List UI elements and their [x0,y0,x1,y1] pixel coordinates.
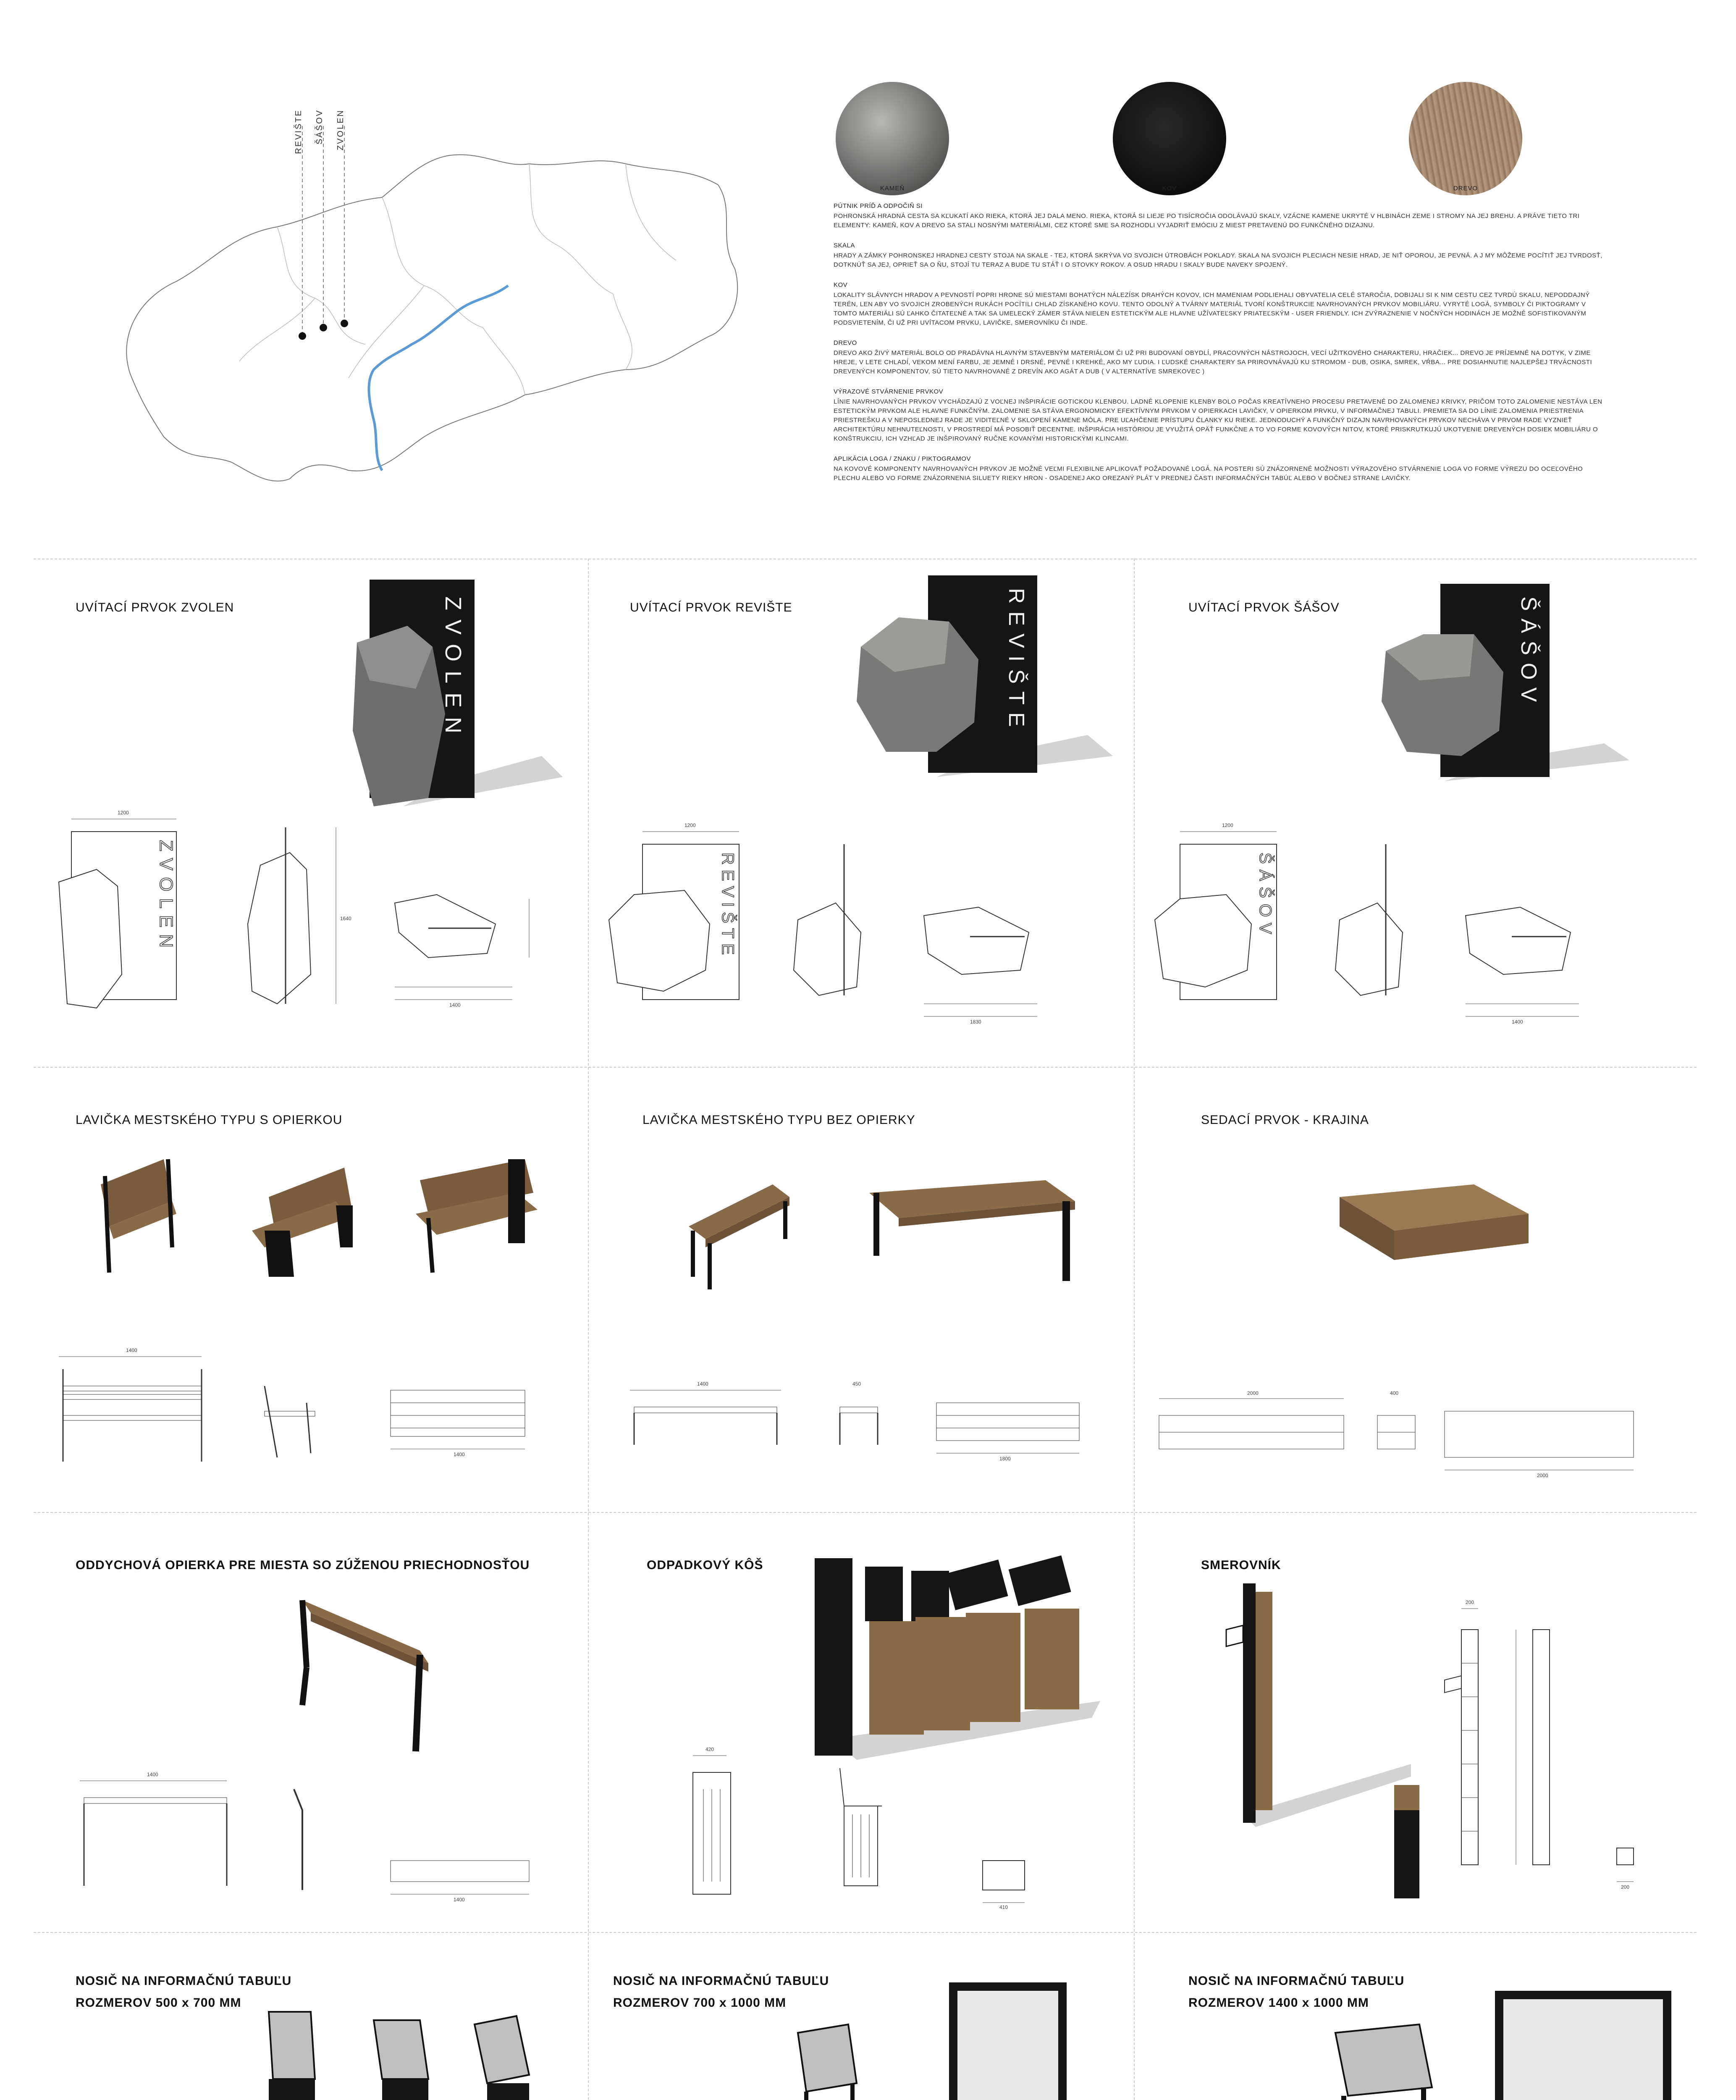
concept-heading: APLIKÁCIA LOGA / ZNAKU / PIKTOGRAMOV [834,455,971,462]
metal-swatch [1113,82,1226,195]
concept-heading: PÚTNIK PRÍĎ A ODPOČIŇ SI [834,202,923,210]
concept-paragraph: HRADY A ZÁMKY POHRONSKEJ HRADNEJ CESTY STOJA NA SKALE - TEJ, KTORÁ SKRÝVA VO SVOJICH ÚTROBÁCH POKLADY. SKALA NA SVOJICH PLECIACH NESIE HRAD, JE NIŤ OPOROU, JE PEVNÁ. A J MY MÔŽEME POCÍTIŤ JEJ TVRDOSŤ, DOTKNÚŤ SA JEJ, OPRIEŤ SA O ŇU, STOJÍ TU TERAZ A BUDE TU STÁŤ I O STOVKY ROKOV. A OSUD HRADU I SKALY BUDE NAVEKY SPOJENÝ. [834,252,1602,268]
sasov-marker [320,324,327,331]
dimension-label: 2000 [1247,1390,1259,1396]
board-render [1335,2024,1432,2100]
dimension-label: 420 [705,1746,714,1752]
bench-simple-drawings [621,1361,1125,1478]
dimension-label: 2000 [1537,1473,1548,1478]
concept-heading: VÝRAZOVÉ STVÁRNENIE PRVKOV [834,388,944,395]
dimension-label: 1400 [1512,1019,1523,1025]
section-title: NOSIČ NA INFORMAČNÚ TABUĽU [76,1974,292,1988]
welcome-word: ŠÁŠOV [1516,596,1541,710]
grid-divider [588,559,589,2100]
wood-swatch [1409,82,1522,195]
dimension-label: 1400 [126,1347,137,1353]
welcome-word-drawing: ŠÁŠOV [1256,853,1274,940]
grid-divider [34,1067,1697,1068]
reviste-marker [299,332,306,340]
dimension-label: 1200 [684,822,696,828]
map-label-reviste: REVIŠTE [294,109,303,154]
map-label-sasov: ŠÁŠOV [315,109,324,144]
stone-label: KAMEŇ [880,185,905,192]
wood-label: DREVO [1453,185,1478,192]
dimension-label: 200 [1466,1599,1474,1605]
welcome-word-drawing: REVIŠTE [719,853,737,960]
dimension-label: 200 [1621,1884,1630,1890]
bench-backrest-drawings [50,1327,580,1478]
dimension-label: 1830 [970,1019,981,1025]
welcome-word-drawing: ZVOLEN [156,840,176,955]
dimension-label: 1400 [697,1381,708,1387]
concept-paragraph: DREVO AKO ŽIVÝ MATERIÁL BOLO OD PRADÁVNA HLAVNÝM STAVEBNÝM MATERIÁLOM ČI UŽ PRI BUDOVANÍ OBYDLÍ, PRACOVNÝCH NÁSTROJOCH, VECÍ UŽITKOVÉHO CHARAKTERU, HRAČIEK... DREVO JE PRÍJEMNÉ NA DOTYK, V ZIME HREJE, V LETE CHLADÍ, VEKOM MENÍ FARBU, JE JEMNÉ I DRSNÉ, PEVNÉ I KREHKÉ, AKO MY ĽUDIA. I ĽUDSKÉ CHARAKTERY SA PRIROVNÁVAJÚ KU STROMOM - DUB, OSIKA, SMREK, VŔBA... PRE DOSIAHNUTIE NAJLEPŠEJ TRVÁCNOSTI DREVENÝCH KOMPONENTOV, SÚ TIETO NAVRHOVANÉ Z DREVÍN AKO AGÁT A DUB ( V ALTERNATÍVE SMREKOVEC ) [834,349,1592,375]
welcome-sasov-render [1377,584,1638,794]
section-title: LAVIČKA MESTSKÉHO TYPU BEZ OPIERKY [642,1113,915,1127]
signpost-render [1218,1579,1453,1898]
section-subtitle: ROZMEROV 700 x 1000 MM [613,1996,787,2010]
welcome-zvolen-drawings [50,806,580,1042]
dimension-label: 400 [1390,1390,1399,1396]
leaning-rest-drawings [67,1764,563,1907]
welcome-zvolen-render [344,580,563,815]
metal-label: KOV [1162,185,1177,192]
dimension-label: 1800 [999,1456,1011,1462]
welcome-word: REVIŠTE [1004,588,1028,735]
dimension-label: 1200 [118,810,129,816]
grid-divider [1134,559,1135,2100]
map-label-zvolen: ZVOLEN [336,109,345,151]
welcome-reviste-drawings [601,819,1130,1037]
section-title: UVÍTACÍ PRVOK ZVOLEN [76,601,234,614]
seat-landscape-drawings [1151,1373,1688,1483]
grid-divider [34,1932,1697,1933]
welcome-sasov-drawings [1146,819,1676,1037]
section-title: ODDYCHOVÁ OPIERKA PRE MIESTA SO ZÚŽENOU PRIECHODNOSŤOU [76,1558,530,1572]
section-title: NOSIČ NA INFORMAČNÚ TABUĽU [613,1974,829,1988]
concept-paragraph: POHRONSKÁ HRADNÁ CESTA SA KĽUKATÍ AKO RIEKA, KTORÁ JEJ DALA MENO. RIEKA, KTORÁ SI LIEJE PO TISÍCROČIA ODOLÁVAJÚ SKALY, VZÁCNE KAMENE UKRYTÉ V HLBINÁCH ZEME I STROMY NA JEJ BREHU. A PRÁVE TIETO TRI ELEMENTY: KAMEŇ, KOV A DREVO SA STALI NOSNÝMI MATERIÁLMI, CEZ KTORÉ SME SA ROZHODLI VYJADRIŤ EMÓCIU Z MIEST PRETAVENÚ DO FUNKČNÉHO DIZAJNU. [834,213,1580,229]
dimension-label: 450 [852,1381,861,1387]
board-render [798,2024,857,2100]
concept-heading: DREVO [834,339,857,346]
bench-simple-renders [684,1151,1104,1302]
dimension-label: 1640 [340,916,351,921]
slovakia-map [80,101,773,521]
welcome-word: ZVOLEN [441,596,466,743]
section-title-block [76,1974,291,2010]
section-title: NOSIČ NA INFORMAČNÚ TABUĽU [1188,1974,1405,1988]
bench-render [416,1159,538,1273]
concept-heading: KOV [834,281,848,289]
dimension-label: 1400 [449,1002,461,1008]
map-region [80,101,773,521]
concept-paragraph: LOKALITY SLÁVNYCH HRADOV A PEVNOSTÍ POPRI HRONE SÚ MIESTAMI BOHATÝCH NÁLEZÍSK DRAHÝCH KOVOV, ICH MAMENIAM PODLIEHALI OBYVATELIA CELÉ STAROČIA, DOBIJALI SI K NIM CESTU CEZ TVRDÚ SKALU, NEPODDAJNÝ TERÉN, LEN ABY VO SVOJICH ZROBENÝCH RUKÁCH POCÍTILI CHLAD ZÍSKANÉHO KOVU. TENTO ODOLNÝ A TVÁRNY MATERIÁL TVORÍ KONŠTRUKCIE NAVRHOVANÝCH PRVKOV MOBILIÁRU. VYRYTÉ LOGÁ, SYMBOLY ČI PIKTOGRAMY V TOMTO MATERIÁLI SÚ ĽAHKO ČITATEĽNÉ A TAK SA UMELECKÝ ZÁMER STÁVA NIELEN ESTETICKÝM ALE HLAVNE UŽÍVATEĽSKY PRIATEĽSKÝM - USER FRIENDLY. ICH ZVÝRAZNENIE V NOČNÝCH HODINÁCH JE MOŽNÉ SOFISTIKOVANÝM PODSVIETENÍM, ČI UŽ PRI UVÍTACOM PRVKU, LAVIČKE, SMEROVNÍKU ČI INDE. [834,291,1590,326]
concept-text [834,202,1606,484]
bench-render [252,1168,353,1277]
dimension-label: 1200 [1222,822,1233,828]
grid-divider [34,1512,1697,1513]
dimension-label: 410 [999,1904,1008,1910]
river-hron [369,286,508,470]
board-large-renders [1323,1991,1692,2100]
dimension-label: 1400 [147,1772,158,1777]
concept-paragraph: NA KOVOVÉ KOMPONENTY NAVRHOVANÝCH PRVKOV JE MOŽNÉ VEĽMI FLEXIBILNE APLIKOVAŤ POŽADOVANÉ LOGÁ. NA POSTERI SÚ ZNÁZORNENÉ MOŽNOSTI VÝRAZOVÉHO STVÁRNENIE LOGA VO FORME VÝREZU DO OCEĽOVÉHO PLECHU ALEBO VO FORME ZNÁZORNENIA SILUETY RIEKY HRON - OSADENEJ AKO OREZANÝ PLÁT V PREDNEJ ČASTI INFORMAČNÝCH TABÚĽ ALEBO V BOČNEJ STRANE LAVIČKY. [834,465,1583,482]
welcome-reviste-render [852,575,1113,794]
section-title: SEDACÍ PRVOK - KRAJINA [1201,1113,1369,1127]
board-render [269,2012,315,2100]
section-title: ODPADKOVÝ KÔŠ [647,1558,763,1572]
bench-render [689,1184,789,1289]
dimension-label: 1400 [454,1452,465,1457]
board-render-large [1495,1991,1671,2100]
stone-swatch [836,82,949,195]
section-title: UVÍTACÍ PRVOK REVIŠTE [630,601,792,614]
board-render-large [949,1982,1067,2100]
board-medium-renders [789,1982,1117,2100]
board-render [475,2016,529,2100]
bench-render [869,1180,1075,1281]
bench-backrest-renders [92,1134,554,1302]
dimension-label: 1400 [454,1897,465,1903]
waste-bin-drawings [680,1743,1058,1911]
concept-heading: SKALA [834,242,855,249]
bench-render [101,1159,176,1273]
section-title: UVÍTACÍ PRVOK ŠÁŠOV [1188,601,1340,614]
zvolen-marker [341,320,348,327]
leaning-rest-render [294,1583,462,1760]
waste-bin-render [806,1541,1109,1777]
signpost-drawings [1432,1596,1684,1915]
section-title: SMEROVNÍK [1201,1558,1281,1572]
board-render [374,2020,428,2100]
seat-landscape-render [1340,1172,1550,1273]
concept-paragraph: LÍNIE NAVRHOVANÝCH PRVKOV VYCHÁDZAJÚ Z VOĽNEJ INŠPIRÁCIE GOTICKOU KLENBOU. LADNÉ KLOPENIE KLENBY BOLO POČAS KREATÍVNEHO PROCESU PRETAVENÉ DO ZALOMENEJ KRIVKY, PRIČOM TOTO ZALOMENIE NESTÁVA LEN ESTETICKÝM PRVKOM ALE HLAVNE FUNKČNÝM. ZALOMENIE SA STÁVA ERGONOMICKY EFEKTÍVNYM PRVKOM V OPIERKACH LAVIČKY, V OPIERKOM PRVKU, V INFORMAČNEJ TABULI. PREMIETA SA DO LÍNIE ZALOMENIA PRIESTRENIA PRIESTREŠKU A V NEPOSLEDNEJ RADE JE VIDITEĽNÉ V SKLOPENÍ KAMENE MÓLA. PRE UĽAHČENIE PRÍSTUPU ČLANKY KU RIEKE. JEDNODUCHÝ A FUNKČNÝ DIZAJN NAVRHOVANÝCH PRVKOV NECHÁVA V PRVOM RADE VYZNIEŤ ARCHITEKTÚRU NEHNUTEĽNOSTI, V PROSTREDÍ MÁ POSOBIŤ DECENTNE. INŠPIRÁCIA HISTÓRIOU JE VYUŽITÁ OPÄŤ FUNKČNE A TO VO FORME KOVOVÝCH NITOV, KTORÉ PRISKRUTKUJÚ UKOTVENIE DREVENÝCH DOSIEK MOBILIÁRU O KONŠTRUKCIU, ICH VZHĽAD JE INŠPIROVANÝ RUČNE KOVANÝMI HISTORICKÝMI KLINCAMI. [834,398,1602,442]
section-subtitle: ROZMEROV 1400 x 1000 MM [1188,1996,1369,2010]
section-title: LAVIČKA MESTSKÉHO TYPU S OPIERKOU [76,1113,343,1127]
section-subtitle: ROZMEROV 500 x 700 MM [76,1996,241,2010]
board-small-renders [260,2003,554,2100]
